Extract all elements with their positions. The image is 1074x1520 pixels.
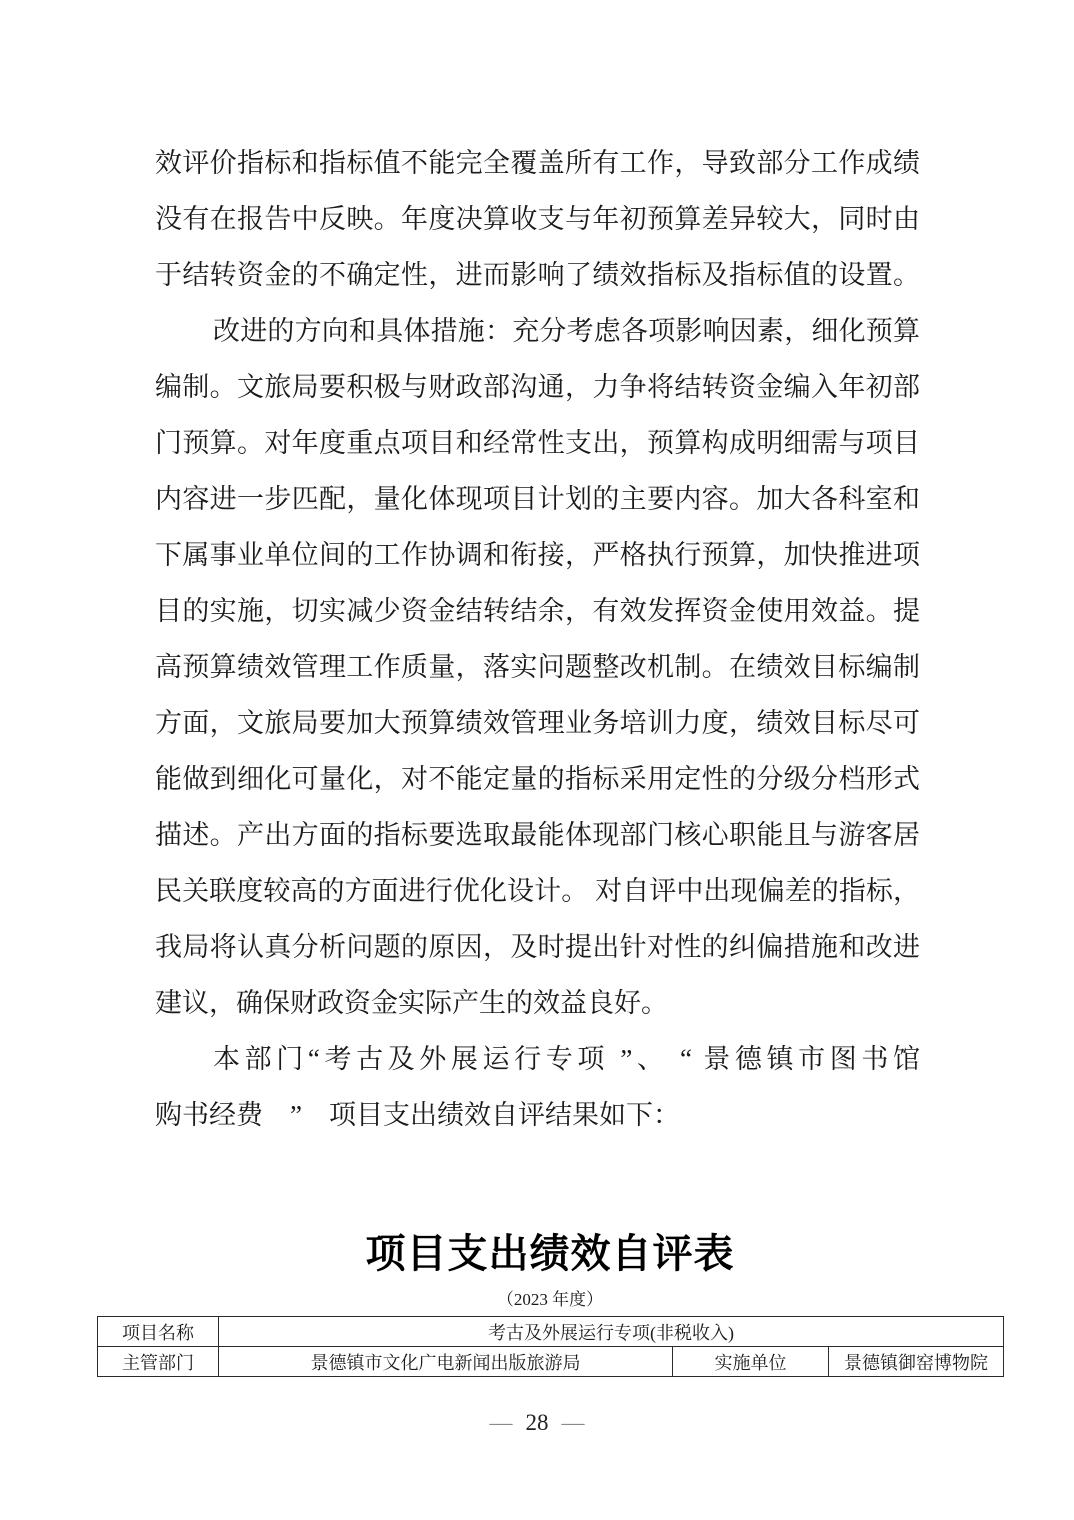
body-line: 效评价指标和指标值不能完全覆盖所有工作，导致部分工作成绩 xyxy=(155,148,920,178)
body-text-block xyxy=(155,135,920,1143)
page-number-dash-left: — xyxy=(489,1410,513,1435)
body-line: 内容进一步匹配，量化体现项目计划的主要内容。加大各科室和 xyxy=(155,484,920,514)
implementing-unit-label: 实施单位 xyxy=(673,1347,829,1377)
body-line: 目的实施，切实减少资金结转结余，有效发挥资金使用效益。提 xyxy=(155,596,920,626)
table-row-project-name xyxy=(98,1317,1004,1347)
implementing-unit-value: 景德镇御窑博物院 xyxy=(829,1347,1004,1377)
body-line: 编制。文旅局要积极与财政部沟通，力争将结转资金编入年初部 xyxy=(155,372,920,402)
body-line: 本部门“考古及外展运行专项 ”、 “ 景德镇市图书馆 xyxy=(213,1044,920,1074)
page-number-dash-right: — xyxy=(561,1410,585,1435)
body-line: 能做到细化可量化，对不能定量的指标采用定性的分级分档形式 xyxy=(155,764,920,794)
body-line: 没有在报告中反映。年度决算收支与年初预算差异较大，同时由 xyxy=(155,204,920,234)
body-line: 描述。产出方面的指标要选取最能体现部门核心职能且与游客居 xyxy=(155,820,920,850)
page-number xyxy=(0,1410,1074,1436)
supervising-department-label: 主管部门 xyxy=(98,1347,219,1377)
table-row-departments xyxy=(98,1347,1004,1377)
project-name-value: 考古及外展运行专项(非税收入) xyxy=(219,1317,1004,1347)
project-name-label: 项目名称 xyxy=(98,1317,219,1347)
table-title: 项目支出绩效自评表 xyxy=(365,1231,735,1276)
body-line: 建议，确保财政资金实际产生的效益良好。 xyxy=(155,988,668,1018)
body-line: 民关联度较高的方面进行优化设计。 对自评中出现偏差的指标， xyxy=(155,876,920,906)
body-line: 购书经费 ” 项目支出绩效自评结果如下： xyxy=(155,1100,680,1130)
body-line: 于结转资金的不确定性，进而影响了绩效指标及指标值的设置。 xyxy=(155,260,920,290)
table-subtitle: （2023 年度） xyxy=(496,1290,604,1309)
body-line: 高预算绩效管理工作质量，落实问题整改机制。在绩效目标编制 xyxy=(155,652,920,682)
body-line: 下属事业单位间的工作协调和衔接，严格执行预算，加快推进项 xyxy=(155,540,920,570)
self-evaluation-table xyxy=(97,1316,1004,1377)
supervising-department-value: 景德镇市文化广电新闻出版旅游局 xyxy=(219,1347,673,1377)
page-number-value: 28 xyxy=(525,1410,549,1435)
body-line: 方面，文旅局要加大预算绩效管理业务培训力度，绩效目标尽可 xyxy=(155,708,920,738)
body-line: 改进的方向和具体措施：充分考虑各项影响因素，细化预算 xyxy=(213,316,920,346)
body-line: 我局将认真分析问题的原因，及时提出针对性的纠偏措施和改进 xyxy=(155,932,920,962)
body-line: 门预算。对年度重点项目和经常性支出，预算构成明细需与项目 xyxy=(155,428,920,458)
